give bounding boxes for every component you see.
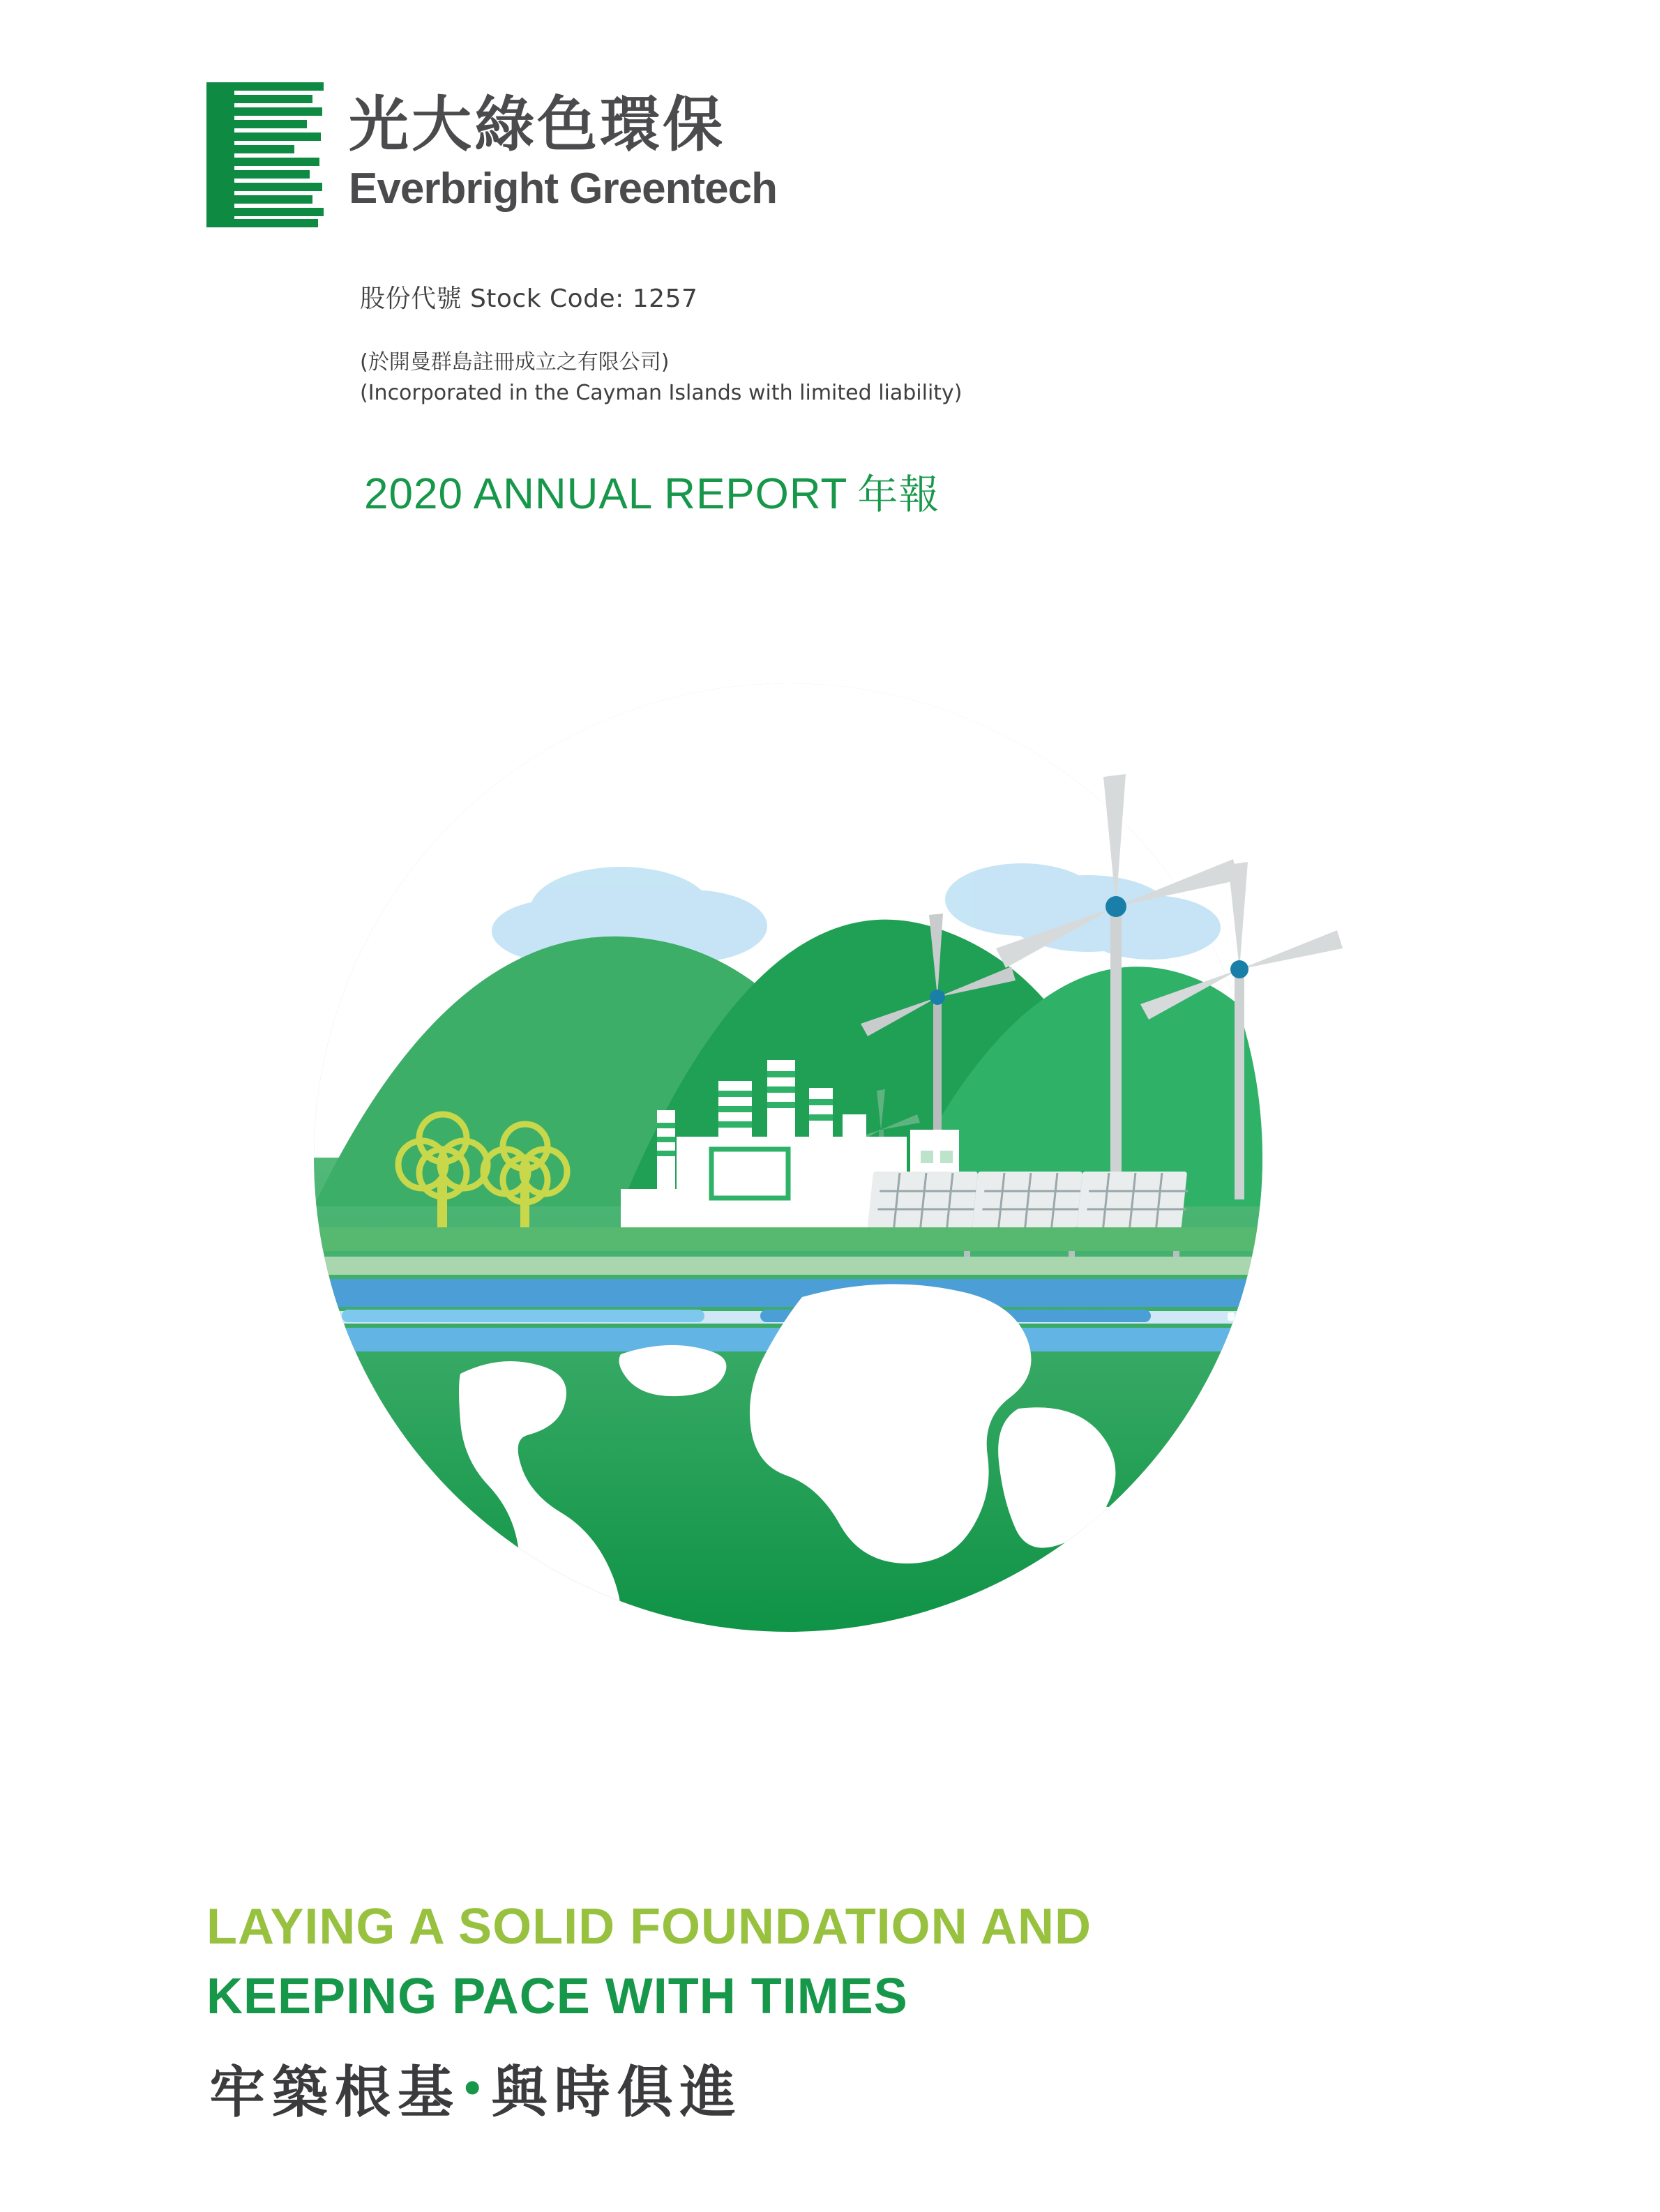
green-earth-illustration	[230, 509, 1458, 1715]
company-logo-block	[206, 82, 1183, 227]
company-name-group	[349, 82, 777, 211]
tagline-cn-part1: 牢築根基	[209, 2060, 460, 2125]
incorporation-note-en: (Incorporated in the Cayman Islands with limited liability)	[360, 380, 963, 405]
incorporation-note-cn: (於開曼群島註冊成立之有限公司)	[360, 350, 670, 374]
company-name-cn: 光大綠色環保	[349, 90, 725, 160]
everbright-greentech-logo-icon	[206, 82, 324, 227]
tagline-cn-separator: •	[460, 2067, 492, 2111]
incorporation-note	[360, 347, 963, 408]
tagline-en-line2: KEEPING PACE WITH TIMES	[206, 1969, 908, 2024]
tagline-en-line1: LAYING A SOLID FOUNDATION AND	[206, 1899, 1092, 1955]
report-title-en: 2020 ANNUAL REPORT	[364, 470, 848, 518]
tagline-cn	[209, 2047, 743, 2128]
report-title-cn: 年報	[857, 471, 940, 518]
tagline-cn-part2: 與時俱進	[491, 2060, 743, 2125]
stock-code: 股份代號 Stock Code: 1257	[360, 285, 698, 313]
company-name-en: Everbright Greentech	[349, 165, 777, 213]
